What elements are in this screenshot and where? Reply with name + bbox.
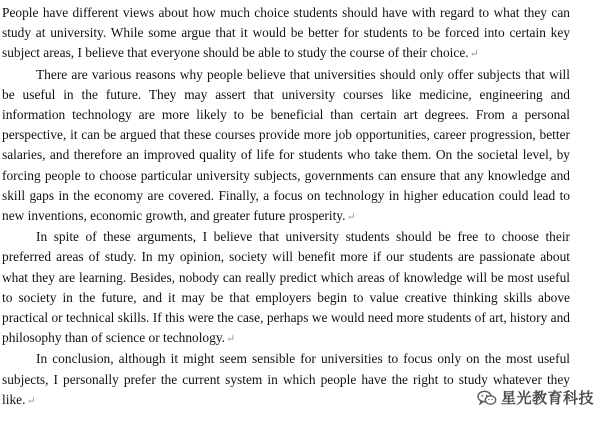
paragraph-body-1 <box>2 65 570 228</box>
paragraph-mark: ↵ <box>346 211 356 224</box>
paragraph-text: There are various reasons why people believe that universities should only offer subjects that will be useful in the future. They may assert that university courses like medicine, engineering and information technology are more likely to be beneficial than certain art degrees. From a personal perspective, it can be argued that these courses provide more job opportunities, career progression, better salaries, and therefore an improved quality of life for students who take them. On the societal level, by forcing people to choose particular university subjects, governments can ensure that any knowledge and skill gaps in the economy are covered. Finally, a focus on technology in higher education could lead to new inventions, economic growth, and greater future prosperity. <box>2 66 570 224</box>
paragraph-body-2 <box>2 227 570 349</box>
wechat-icon <box>477 390 497 406</box>
paragraph-mark: ↵ <box>226 333 236 346</box>
paragraph-mark: ↵ <box>469 48 479 61</box>
watermark <box>475 387 596 408</box>
paragraph-intro <box>2 3 570 65</box>
paragraph-text: People have different views about how much choice students should have with regard to what they can study at university. While some argue that it would be better for students to be forced into certain key subject areas, I believe that everyone should be able to study the course of their choice. <box>2 5 570 61</box>
document-body <box>2 3 570 411</box>
paragraph-text: In conclusion, although it might seem sensible for universities to focus only on the most useful subjects, I personally prefer the current system in which people have the right to study whatever they like. <box>2 351 570 407</box>
paragraph-text: In spite of these arguments, I believe that university students should be free to choose their preferred areas of study. In my opinion, society will benefit more if our students are passionate about what they are learning. Besides, nobody can really predict which areas of knowledge will be most useful to society in the future, and it may be that employers begin to value creative thinking skills above practical or technical skills. If this were the case, perhaps we would need more students of art, history and philosophy than of science or technology. <box>2 229 570 346</box>
watermark-text: 星光教育科技 <box>500 389 594 407</box>
paragraph-mark: ↵ <box>26 394 36 407</box>
